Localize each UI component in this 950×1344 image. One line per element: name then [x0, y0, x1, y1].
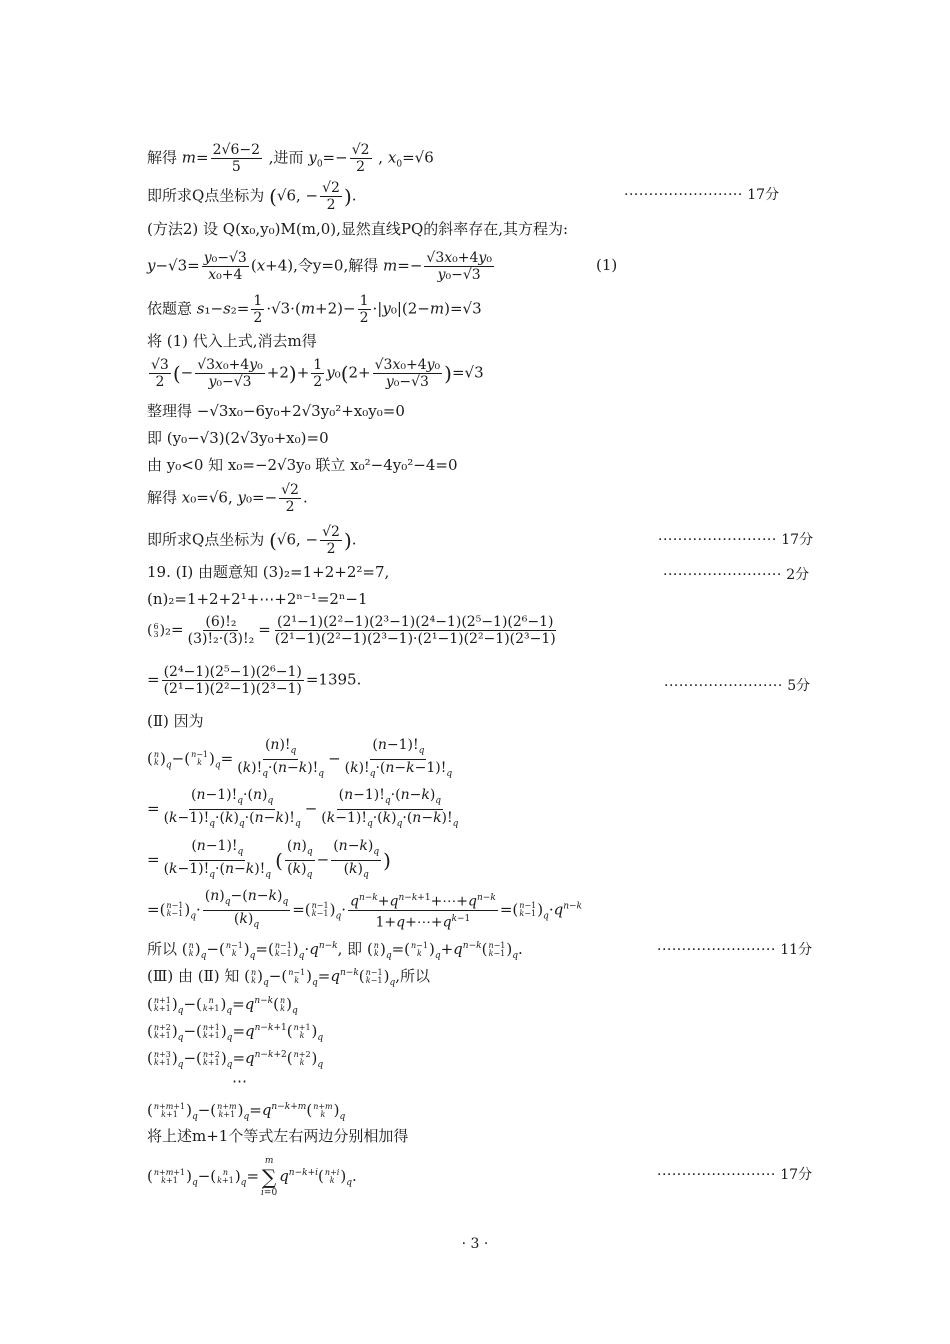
- line-part3-eq3: ( n+3 k+1 )$_q-$( n+2 k+1 )$_q=q^{n-k+2}$( n+2 k )$_q$: [147, 1049, 324, 1070]
- line-q-coord-1: 即所求Q点坐标为 (√6, − $\frac{√2}{2}$ ).: [147, 180, 357, 213]
- text: 解得: [147, 148, 178, 167]
- line-solution-m: 解得 m= $\frac{2√6-2}{5}$ ,进而 $y_0=-$ $\frac{√2}{2}$ , $x_0=√6$: [147, 142, 434, 175]
- line-line-equation: y−√3= $\frac{\text{y₀−√3}}{\text{x₀+4}}$ (x+4),令y=0,解得 m=− $\frac{\text{√3x₀+4y₀}}{\text{y₀−√3}}$: [147, 250, 492, 283]
- line-substituted-equation: $\frac{√3}{2}$ (− $\frac{\text{√3x₀+4y₀}}{\text{y₀−√3}}$ +2)+ $\frac{1}{2}$ y₀(2+ $\frac{\text{√3x₀+4y₀}}{\text{y₀−√3}}$ )=√3: [151, 357, 484, 390]
- text: ,令y=0,解得: [293, 256, 379, 275]
- line-part3-eq-last: ( n+m+1 k+1 )$_q-$( n+m k+1 )$_q=q^{n-k+m}$( n+m k )$_q$: [147, 1101, 346, 1122]
- text: ,进而: [268, 148, 304, 167]
- score-label: ························ 17分: [658, 532, 814, 548]
- line-n2-sum: (n)₂=1+2+2¹+⋯+2ⁿ⁻¹=2ⁿ−1: [147, 590, 368, 608]
- line-final-sum: ( n+m+1 k+1 )$_q-$( n k+1 )$_q=$ m ∑ i=0 $q^{n-k+i}$( n+i k )$_q$.: [147, 1156, 357, 1198]
- line-part3-eq2: ( n+2 k+1 )$_q-$( n+1 k+1 )$_q=q^{n-k+1}$( n+1 k )$_q$: [147, 1022, 324, 1043]
- score-label: ························ 2分: [663, 567, 810, 583]
- score-label: ························ 11分: [657, 942, 813, 958]
- text: 即所求Q点坐标为: [147, 530, 265, 549]
- text: 所以: [147, 940, 178, 958]
- line-part3: (Ⅲ) 由 (Ⅱ) 知 ( n k )$_q-$( n−1 k )$_q=q^{n-k}$( n−1 k−1 )$_q$,所以: [147, 967, 430, 988]
- line-binom-result: = $\frac{\text{(2⁴−1)(2⁵−1)(2⁶−1)}}{\text{(2¹−1)(2²−1)(2³−1)}}$ =1395.: [147, 664, 362, 697]
- line-ellipsis: ⋯: [232, 1072, 247, 1090]
- line-part2-eq3: = $\frac{(n-1)!_q}{(k-1)!_q\cdot(n-k)!_q}$ ( $\frac{(n)_q}{(k)_q}$ − $\frac{(n-k)_q}{(k)_q}$ ): [147, 838, 391, 880]
- line-part2-eq2: = $\frac{(n-1)!_q\cdot(n)_q}{(k-1)!_q\cdot(k)_q\cdot(n-k)!_q}$ − $\frac{(n-1)!_q\cdot(n-k)_q}{(k-1)!_q\cdot(k)_q\cdot(n-k)!_q}$: [147, 787, 459, 829]
- score-label: ························ 5分: [664, 678, 811, 694]
- score-label: ························ 17分: [624, 187, 780, 203]
- line-simplify: 整理得 −√3x₀−6y₀+2√3y₀²+x₀y₀=0: [147, 402, 405, 420]
- text: 依题意: [147, 299, 193, 318]
- line-part2: (Ⅱ) 因为: [147, 712, 204, 730]
- line-factor: 即 (y₀−√3)(2√3y₀+x₀)=0: [147, 429, 329, 447]
- line-binom-6-3: ( 6 3 )₂= $\frac{\text{(6)!₂}}{\text{(3)!₂·(3)!₂}}$ = $\frac{\text{(2¹−1)(2²−1)(2³−1)(2⁴−1)(2⁵−1)(2⁶−1)}}{\text{(2¹−1)(2²−1)(2³−1)·(2¹−1)(2²−1)(2³−1)}}$: [147, 614, 556, 647]
- equation-number: (1): [596, 256, 618, 274]
- text: (方法2) 设 Q(x₀,y₀)M(m,0),显然直线PQ的斜率存在,其方程为:: [147, 220, 569, 238]
- line-q19-part1: 19. (Ⅰ) 由题意知 (3)₂=1+2+2²=7,: [147, 563, 390, 581]
- line-part3-eq1: ( n+1 k+1 )$_q-$( n k+1 )$_q=q^{n-k}$( n k )$_q$: [147, 995, 298, 1016]
- line-part2-eq4: =( n−1 k−1 )$_q\cdot$ $\frac{(n)_q-(n-k)_q}{(k)_q}$ =( n−1 k−1 )$_q\cdot$ $\frac{q^{n-k}+q^{n-k+1}+\cdots+q^{n-k}}{1+q+\cdots+q^{k-1}}$ =( n−1 k−1 )$_q\cdot q^{n-k}$: [147, 888, 583, 931]
- line-part2-eq1: ( n k )$_q-$( n−1 k )$_q=$ $\frac{(n)!_q}{(k)!_q\cdot(n-k)!_q}$ − $\frac{(n-1)!_q}{(k)!_q\cdot(n-k-1)!_q}$: [147, 737, 453, 779]
- line-part2-conclusion: 所以 ( n k )$_q-$( n−1 k )$_q=$( n−1 k−1 )$_q\cdot q^{n-k}$, 即 ( n k )$_q=$( n−1 k )$_q+q^{n-k}$( n−1 k−1 )$_q$.: [147, 940, 523, 961]
- text: (Ⅲ) 由 (Ⅱ) 知: [147, 967, 240, 985]
- line-q-coord-2: 即所求Q点坐标为 (√6, − $\frac{√2}{2}$ ).: [147, 524, 357, 557]
- line-solve-xy: 解得 x₀=√6, y₀=− $\frac{√2}{2}$ .: [147, 482, 308, 515]
- text: =1395.: [305, 670, 362, 689]
- line-combine: 由 y₀<0 知 x₀=−2√3y₀ 联立 x₀²−4y₀²−4=0: [147, 456, 458, 474]
- text: 解得: [147, 488, 178, 507]
- text: ,所以: [395, 967, 430, 985]
- line-method-2: [147, 219, 568, 239]
- text: , 即: [337, 940, 363, 958]
- line-sum-text: 将上述m+1个等式左右两边分别相加得: [147, 1127, 409, 1145]
- score-label: ························ 17分: [657, 1167, 813, 1183]
- text: 将 (1) 代入上式,消去m得: [147, 332, 317, 350]
- text: 即所求Q点坐标为: [147, 186, 265, 205]
- page-number: · 3 ·: [461, 1236, 489, 1252]
- text: ,: [378, 148, 384, 167]
- line-area-difference: 依题意 s₁−s₂= $\frac{1}{2}$ ·√3·(m+2)− $\frac{1}{2}$ ·|y₀|(2−m)=√3: [147, 293, 482, 326]
- line-substitute: [147, 331, 317, 351]
